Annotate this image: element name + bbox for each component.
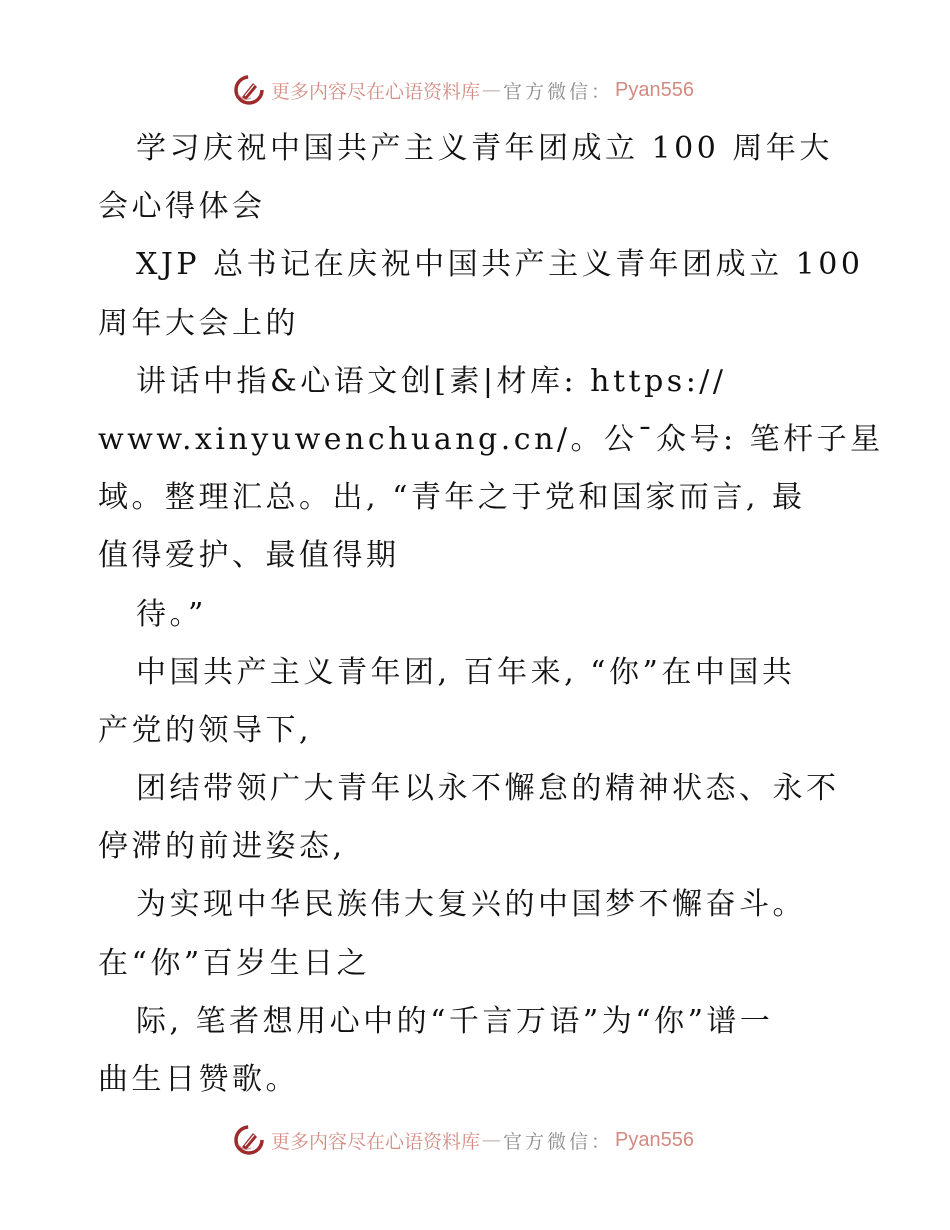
document-line: 曲生日赞歌。 (98, 1062, 299, 1097)
document-line: 讲话中指&心语文创[素|材库: https:// (136, 363, 727, 399)
document-line: 待。” (136, 596, 207, 632)
watermark-dash: — (482, 1129, 502, 1151)
document-body (98, 120, 884, 1109)
watermark-label: 官方微信： (503, 80, 614, 103)
pen-nib-logo-icon (233, 74, 265, 106)
document-line: 值得爱护、最值得期 (98, 538, 400, 574)
document-line: 停滞的前进姿态, (98, 829, 346, 865)
watermark-main-text: 更多内容尽在心语资料库 (271, 80, 481, 103)
document-line: XJP 总书记在庆祝中国共产主义青年团成立 100 (136, 247, 864, 283)
document-line: 域。整理汇总。出, “青年之于党和国家而言, 最 (98, 480, 806, 516)
document-line: 为实现中华民族伟大复兴的中国梦不懈奋斗。 (136, 887, 806, 923)
watermark-dash: — (482, 79, 502, 101)
document-line: 团结带领广大青年以永不懈怠的精神状态、永不 (136, 771, 840, 807)
document-line: 际, 笔者想用心中的“千言万语”为“你”谱一 (136, 1003, 774, 1039)
document-line: 在“你”百岁生日之 (98, 945, 371, 981)
document-line: 周年大会上的 (98, 305, 299, 341)
watermark-label: 官方微信： (503, 1130, 614, 1153)
document-line: 会心得体会 (98, 189, 266, 225)
watermark-main-text: 更多内容尽在心语资料库 (271, 1130, 481, 1153)
document-line: 产党的领导下, (98, 712, 313, 748)
footer-watermark (233, 1122, 694, 1158)
document-line: www.xinyuwenchuang.cn/。公¯众号: 笔杆子星 (98, 421, 884, 457)
watermark-wechat-id: Pyan556 (615, 1128, 694, 1151)
document-line: 学习庆祝中国共产主义青年团成立 100 周年大 (136, 131, 833, 166)
pen-nib-logo-icon (233, 1124, 265, 1156)
watermark-wechat-id: Pyan556 (615, 78, 694, 101)
document-line: 中国共产主义青年团, 百年来, “你”在中国共 (136, 654, 796, 690)
header-watermark (233, 72, 694, 108)
